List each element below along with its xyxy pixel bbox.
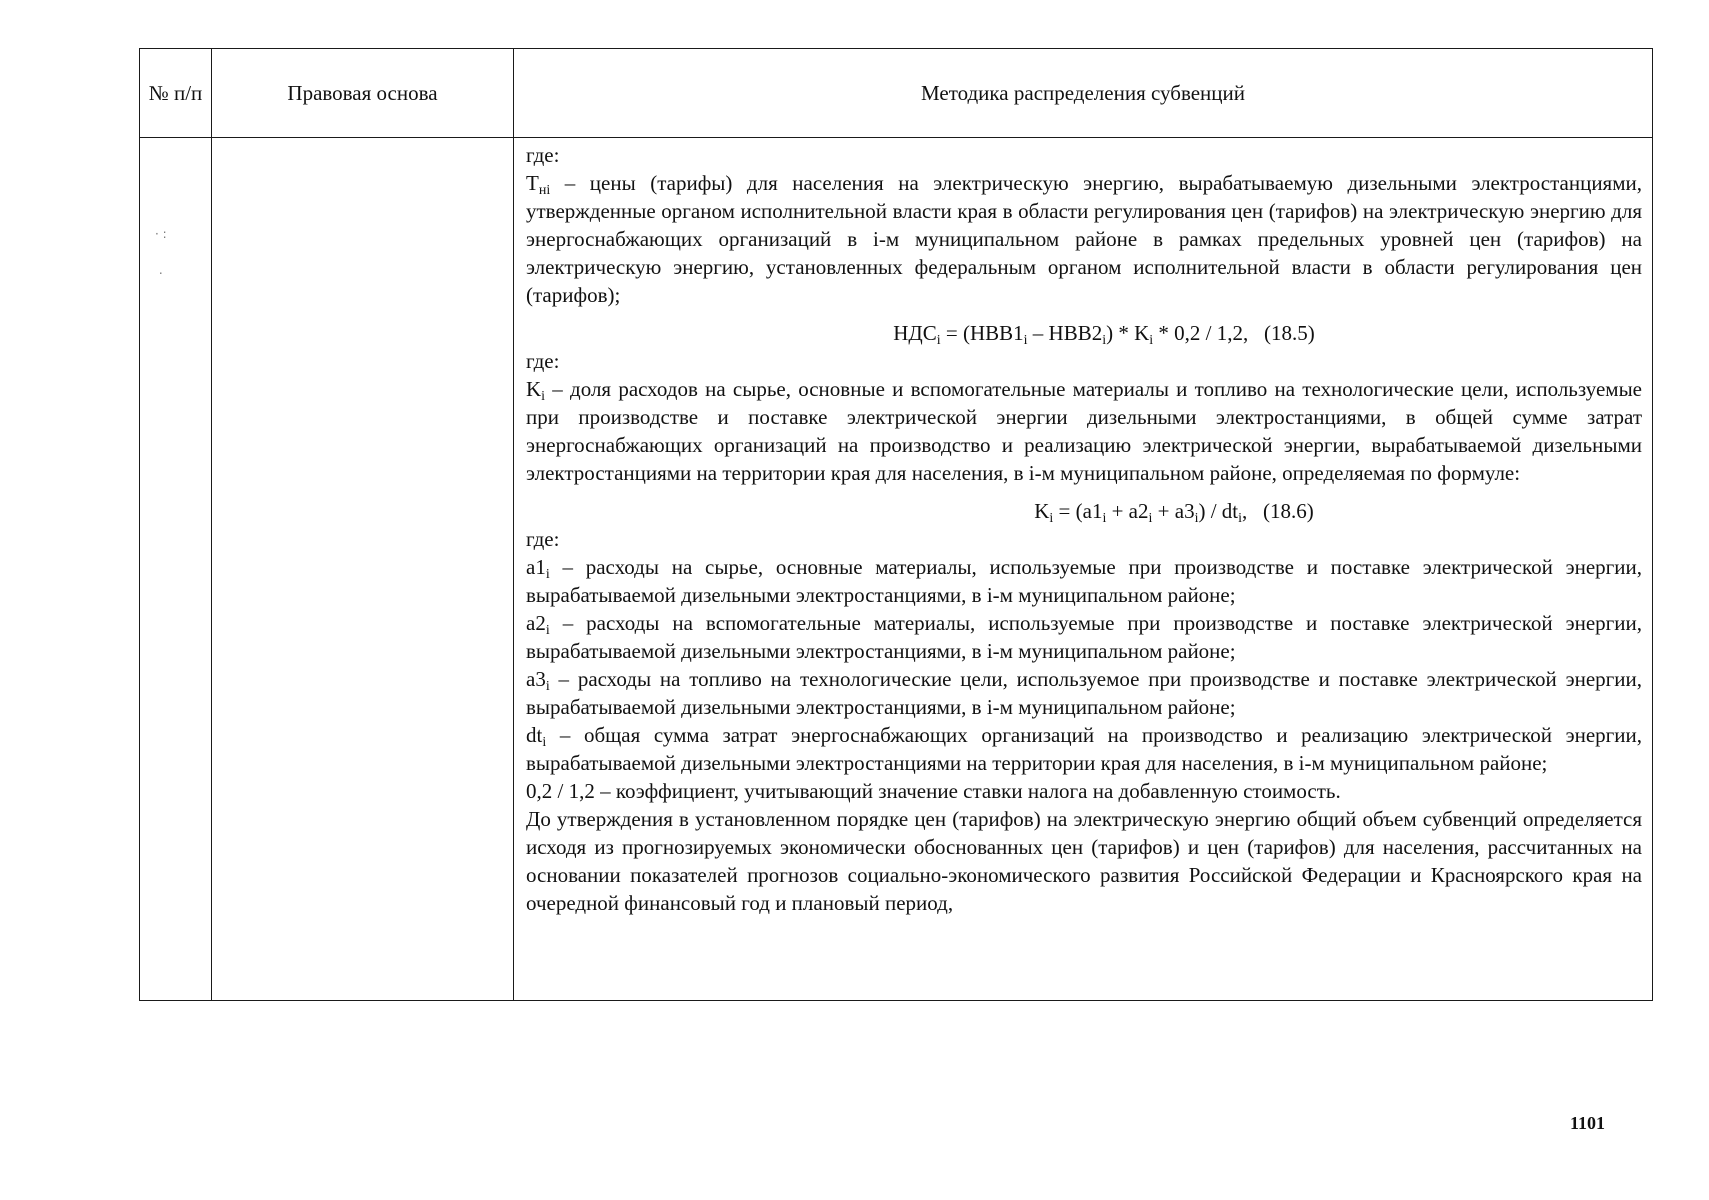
symbol-a1-sub: i — [545, 567, 550, 582]
definition-t — [526, 169, 1642, 309]
symbol-t-sub: нi — [538, 183, 551, 198]
definition-a3-text: – расходы на топливо на технологические цели, используемое при производстве и поставке электрической энергии, вырабатываемой дизельными электростанциями, в i-м муниципальном районе; — [526, 667, 1642, 719]
cell-legal-basis — [212, 138, 514, 1001]
formula-number: (18.5) — [1264, 321, 1315, 345]
symbol-a2-sub: i — [545, 623, 550, 638]
table-header-row — [140, 49, 1653, 138]
symbol-a2: a2 — [526, 611, 546, 635]
symbol-a1: a1 — [526, 555, 546, 579]
formula-sub: i — [1148, 511, 1153, 526]
symbol-dt-sub: i — [542, 735, 547, 750]
formula-part: + a2 — [1106, 499, 1149, 523]
symbol-dt: dt — [526, 723, 543, 747]
table-row — [140, 138, 1653, 1001]
symbol-k: K — [526, 377, 542, 401]
final-paragraph: До утверждения в установленном порядке цен (тарифов) на электрическую энергию общий объем субвенций определяется исходя из прогнозируемых экономически обоснованных цен (тарифов) и цен (тарифов) для населения, рассчитанных на основании показателей прогнозов социально-экономического развития Российской Федерации и Красноярского края на очередной финансовый год и плановый период, — [526, 807, 1642, 915]
formula-part: * 0,2 / 1,2, — [1153, 321, 1249, 345]
where-label: где: — [526, 527, 560, 551]
scan-artifact: · : . — [155, 227, 167, 277]
formula-18-5 — [526, 319, 1642, 347]
formula-part: K — [1034, 499, 1050, 523]
symbol-a3-sub: i — [545, 679, 550, 694]
formula-sub: i — [1023, 333, 1028, 348]
definition-vat: 0,2 / 1,2 – коэффициент, учитывающий значение ставки налога на добавленную стоимость. — [526, 779, 1341, 803]
definition-dt-text: – общая сумма затрат энергоснабжающих организаций на производство и реализацию электрической энергии, вырабатываемой дизельными электростанциями на территории края для населения, в i-м муниципальном районе; — [526, 723, 1642, 775]
definition-a2-text: – расходы на вспомогательные материалы, используемые при производстве и поставке электрической энергии, вырабатываемой дизельными электростанциями, в i-м муниципальном районе; — [526, 611, 1642, 663]
page-number: 1101 — [1570, 1113, 1606, 1133]
formula-sub: i — [1102, 333, 1107, 348]
where-label: где: — [526, 349, 560, 373]
formula-part: НДС — [893, 321, 937, 345]
definition-k-text: – доля расходов на сырье, основные и вспомогательные материалы и топливо на технологические цели, используемые при производстве и поставке электрической энергии дизельными электростанциями, в общей сумме затрат энергоснабжающих организаций на производство и реализацию электрической энергии, вырабатываемой дизельными электростанциями на территории края для населения, в i-м муниципальном районе, определяемая по формуле: — [526, 377, 1642, 485]
cell-methodology — [514, 138, 1653, 1001]
cell-number — [140, 138, 212, 1001]
formula-sub: i — [1149, 333, 1154, 348]
definition-a1-text: – расходы на сырье, основные материалы, используемые при производстве и поставке электрической энергии, вырабатываемой дизельными электростанциями, в i-м муниципальном районе; — [526, 555, 1642, 607]
definition-t-text: – цены (тарифы) для населения на электрическую энергию, вырабатываемую дизельными электростанциями, утвержденные органом исполнительной власти края в области регулирования цен (тарифов) на электрическую энергию для энергоснабжающих организаций в i-м муниципальном районе в рамках предельных уровней цен (тарифов) на электрическую энергию, установленных федеральным органом исполнительной власти в области регулирования цен (тарифов); — [526, 171, 1642, 307]
formula-part: = (НВВ1 — [940, 321, 1024, 345]
formula-part: – НВВ2 — [1027, 321, 1103, 345]
formula-part: ) / dt — [1198, 499, 1239, 523]
formula-sub: i — [1194, 511, 1199, 526]
symbol-t: Т — [526, 171, 539, 195]
methodology-text — [514, 138, 1652, 917]
where-label: где: — [526, 143, 560, 167]
definition-a2 — [526, 609, 1642, 665]
formula-part: = (a1 — [1053, 499, 1103, 523]
formula-18-6 — [526, 497, 1642, 525]
formula-part: ) * K — [1106, 321, 1150, 345]
formula-part: + a3 — [1152, 499, 1195, 523]
symbol-a3: a3 — [526, 667, 546, 691]
subvention-table — [139, 48, 1653, 1001]
formula-sub: i — [936, 333, 941, 348]
header-number: № п/п — [140, 49, 212, 138]
symbol-k-sub: i — [541, 389, 546, 404]
definition-k — [526, 375, 1642, 487]
definition-dt — [526, 721, 1642, 777]
header-methodology: Методика распределения субвенций — [514, 49, 1653, 138]
formula-part: , — [1242, 499, 1248, 523]
formula-number: (18.6) — [1263, 499, 1314, 523]
definition-a1 — [526, 553, 1642, 609]
header-legal-basis: Правовая основа — [212, 49, 514, 138]
formula-sub: i — [1102, 511, 1107, 526]
formula-sub: i — [1238, 511, 1243, 526]
formula-sub: i — [1049, 511, 1054, 526]
definition-a3 — [526, 665, 1642, 721]
